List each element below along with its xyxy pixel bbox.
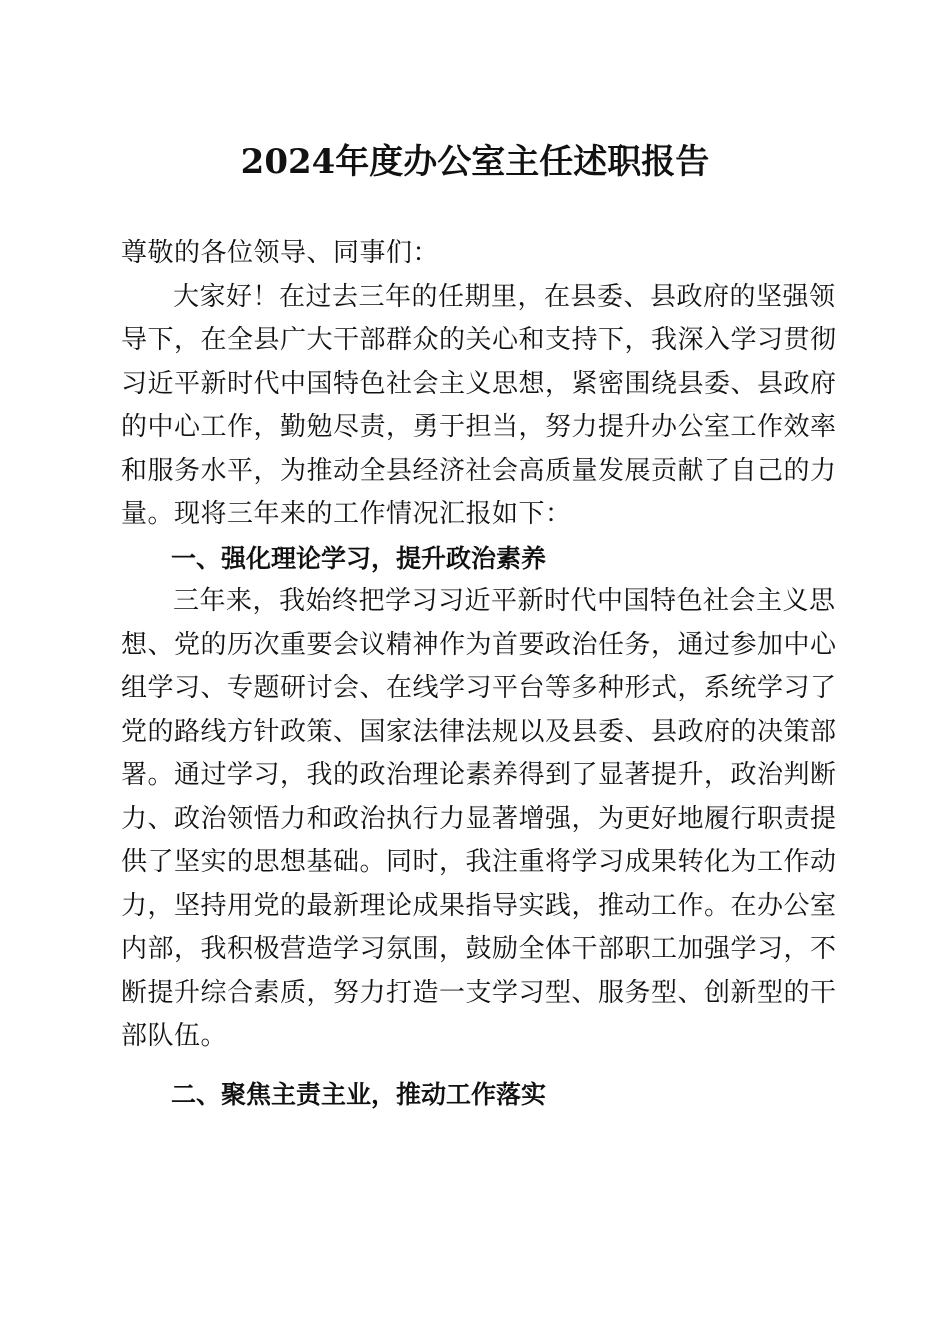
paragraph-line: 导下，在全县广大干部群众的关心和支持下，我深入学习贯彻	[121, 325, 837, 355]
document-title: 2024年度办公室主任述职报告	[240, 142, 710, 182]
paragraph-line: 习近平新时代中国特色社会主义思想，紧密围绕县委、县政府	[121, 368, 837, 399]
paragraph-line: 断提升综合素质，努力打造一支学习型、服务型、创新型的干	[121, 977, 837, 1008]
paragraph-line: 和服务水平，为推动全县经济社会高质量发展贡献了自己的力	[121, 455, 837, 486]
paragraph-line: 署。通过学习，我的政治理论素养得到了显著提升，政治判断	[121, 760, 837, 790]
paragraph-line: 想、党的历次重要会议精神作为首要政治任务，通过参加中心	[121, 629, 837, 660]
paragraph-line: 力、政治领悟力和政治执行力显著增强，为更好地履行职责提	[121, 803, 837, 834]
salutation: 尊敬的各位领导、同事们：	[121, 238, 440, 268]
paragraph-line: 的中心工作，勤勉尽责，勇于担当，努力提升办公室工作效率	[121, 412, 837, 442]
paragraph-line: 供了坚实的思想基础。同时，我注重将学习成果转化为工作动	[121, 847, 837, 877]
paragraph-line: 内部，我积极营造学习氛围，鼓励全体干部职工加强学习，不	[121, 934, 837, 964]
section-heading-2: 二、聚焦主责主业，推动工作落实	[171, 1079, 547, 1109]
document-body	[121, 232, 837, 1116]
paragraph-line: 力，坚持用党的最新理论成果指导实践，推动工作。在办公室	[121, 890, 837, 921]
intro-paragraph	[121, 276, 837, 537]
section-heading-1: 一、强化理论学习，提升政治素养	[171, 543, 547, 573]
spacer	[121, 1059, 829, 1073]
paragraph-line: 大家好！在过去三年的任期里，在县委、县政府的坚强领	[173, 281, 836, 312]
paragraph-line: 党的路线方针政策、国家法律法规以及县委、县政府的决策部	[121, 716, 837, 747]
paragraph-line: 量。现将三年来的工作情况汇报如下：	[121, 499, 572, 529]
paragraph-line: 部队伍。	[121, 1021, 228, 1051]
paragraph-line: 三年来，我始终把学习习近平新时代中国特色社会主义思	[173, 586, 836, 616]
section-1-paragraph	[121, 580, 837, 1059]
paragraph-line: 组学习、专题研讨会、在线学习平台等多种形式，系统学习了	[121, 673, 837, 703]
